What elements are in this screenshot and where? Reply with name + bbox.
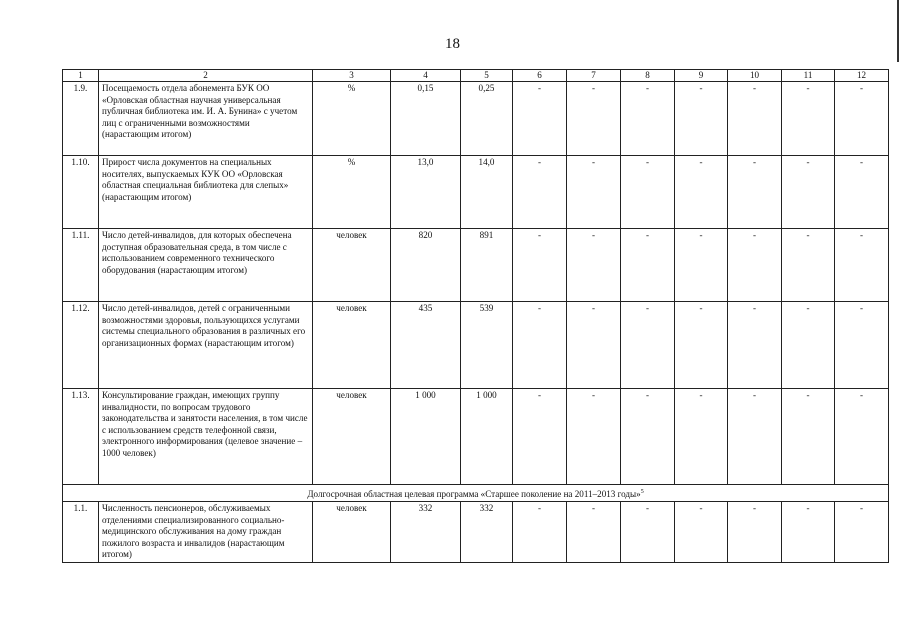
empty-value-dash: - [782,302,835,389]
column-number: 1 [63,70,99,82]
value-col4: 820 [391,229,461,302]
scan-edge-line [897,0,899,62]
row-number: 1.11. [63,229,99,302]
column-number: 3 [313,70,391,82]
column-number: 6 [513,70,567,82]
column-number: 5 [461,70,513,82]
table-row [63,156,889,229]
table-row [63,229,889,302]
empty-value-dash: - [567,82,621,156]
indicator-name: Число детей-инвалидов, детей с ограниченными возможностями здоровья, пользующихся услугами системы специального образования в различных его организационных формах (нарастающим итогом) [99,302,313,389]
empty-value-dash: - [567,389,621,485]
empty-value-dash: - [782,502,835,563]
row-number: 1.10. [63,156,99,229]
empty-value-dash: - [567,229,621,302]
indicator-name: Посещаемость отдела абонемента БУК ОО «Орловская областная научная универсальная публичная библиотека им. И. А. Бунина» с учетом лиц с ограниченными возможностями (нарастающим итогом) [99,82,313,156]
column-number: 8 [621,70,675,82]
column-number-row [63,70,889,82]
empty-value-dash: - [835,302,889,389]
empty-value-dash: - [675,229,728,302]
table-row [63,389,889,485]
empty-value-dash: - [728,302,782,389]
empty-value-dash: - [782,156,835,229]
empty-value-dash: - [675,82,728,156]
indicator-name: Число детей-инвалидов, для которых обеспечена доступная образовательная среда, в том числе с использованием современного технического оборудования (нарастающим итогом) [99,229,313,302]
value-col4: 0,15 [391,82,461,156]
unit-cell: % [313,156,391,229]
unit-cell: человек [313,502,391,563]
column-number: 9 [675,70,728,82]
value-col4: 13,0 [391,156,461,229]
empty-value-dash: - [782,389,835,485]
value-col5: 891 [461,229,513,302]
empty-value-dash: - [675,156,728,229]
empty-value-dash: - [728,229,782,302]
value-col5: 539 [461,302,513,389]
empty-value-dash: - [728,82,782,156]
unit-cell: человек [313,389,391,485]
empty-value-dash: - [621,502,675,563]
empty-value-dash: - [513,229,567,302]
section-title-cell [63,485,889,502]
empty-value-dash: - [621,82,675,156]
empty-value-dash: - [835,502,889,563]
empty-value-dash: - [513,502,567,563]
indicator-name: Численность пенсионеров, обслуживаемых отделениями специализированного социально-медицинского обслуживания на дому граждан пожилого возраста и инвалидов (нарастающим итогом) [99,502,313,563]
section-title: Долгосрочная областная целевая программа «Старшее поколение на 2011–2013 годы» [307,489,641,500]
unit-cell: человек [313,229,391,302]
empty-value-dash: - [567,156,621,229]
empty-value-dash: - [835,389,889,485]
value-col5: 1 000 [461,389,513,485]
value-col4: 332 [391,502,461,563]
empty-value-dash: - [835,82,889,156]
column-number: 7 [567,70,621,82]
empty-value-dash: - [728,156,782,229]
empty-value-dash: - [513,302,567,389]
empty-value-dash: - [782,82,835,156]
empty-value-dash: - [567,302,621,389]
section-row [63,485,889,502]
indicators-table [62,69,889,563]
value-col5: 0,25 [461,82,513,156]
empty-value-dash: - [675,389,728,485]
row-number: 1.1. [63,502,99,563]
empty-value-dash: - [513,156,567,229]
value-col5: 332 [461,502,513,563]
empty-value-dash: - [782,229,835,302]
empty-value-dash: - [621,389,675,485]
unit-cell: % [313,82,391,156]
empty-value-dash: - [513,82,567,156]
row-number: 1.9. [63,82,99,156]
section-footnote-marker: 5 [640,489,644,495]
column-number: 10 [728,70,782,82]
empty-value-dash: - [621,302,675,389]
empty-value-dash: - [728,502,782,563]
page-number: 18 [445,36,460,52]
empty-value-dash: - [835,229,889,302]
column-number: 4 [391,70,461,82]
empty-value-dash: - [728,389,782,485]
row-number: 1.12. [63,302,99,389]
indicator-name: Прирост числа документов на специальных носителях, выпускаемых КУК ОО «Орловская областная специальная библиотека для слепых» (нарастающим итогом) [99,156,313,229]
value-col4: 435 [391,302,461,389]
empty-value-dash: - [621,156,675,229]
empty-value-dash: - [835,156,889,229]
table-row [63,302,889,389]
indicator-name: Консультирование граждан, имеющих группу инвалидности, по вопросам трудового законодательства и занятости населения, в том числе с использованием средств телефонной связи, электронного информирования (целевое значение – 1000 человек) [99,389,313,485]
row-number: 1.13. [63,389,99,485]
empty-value-dash: - [513,389,567,485]
value-col5: 14,0 [461,156,513,229]
empty-value-dash: - [675,502,728,563]
unit-cell: человек [313,302,391,389]
empty-value-dash: - [567,502,621,563]
empty-value-dash: - [675,302,728,389]
table-row [63,502,889,563]
column-number: 2 [99,70,313,82]
column-number: 12 [835,70,889,82]
value-col4: 1 000 [391,389,461,485]
column-number: 11 [782,70,835,82]
empty-value-dash: - [621,229,675,302]
table-row [63,82,889,156]
